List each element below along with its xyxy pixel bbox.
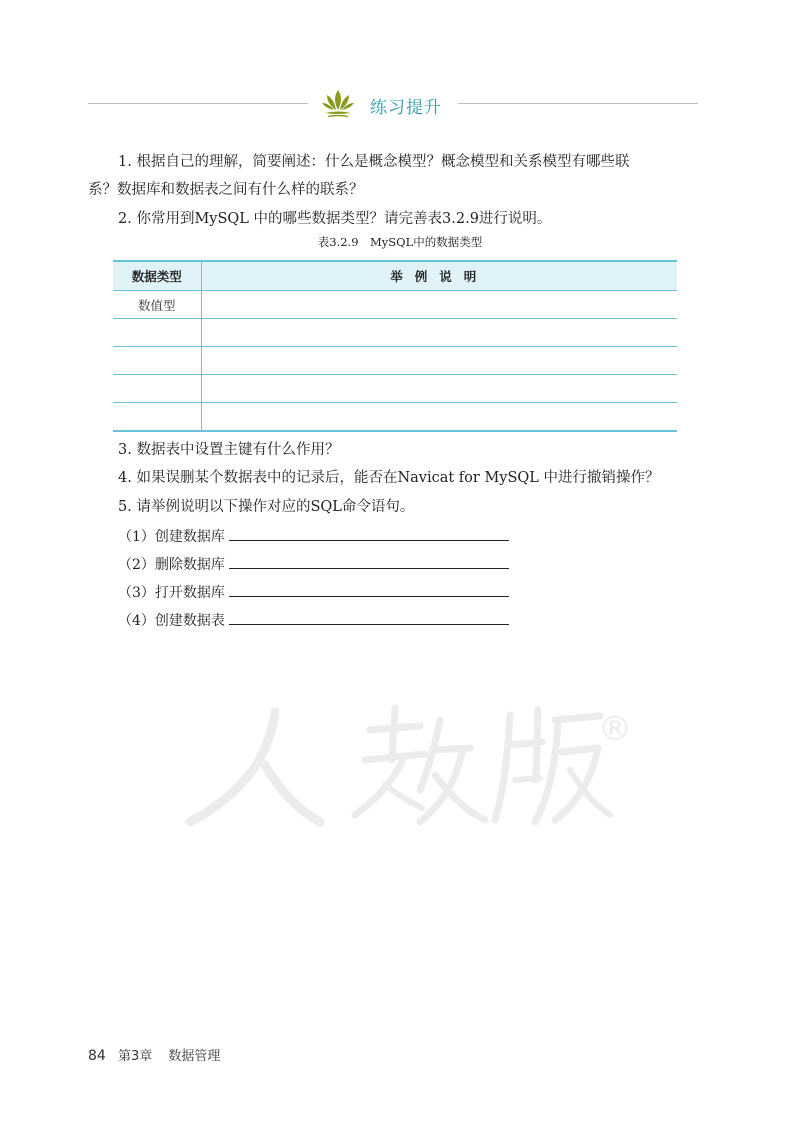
page-number: 84 xyxy=(88,1048,106,1064)
table-cell xyxy=(113,347,201,375)
sub-item-label: （3）打开数据库 xyxy=(118,585,225,601)
table-header-row xyxy=(113,261,677,291)
table-cell xyxy=(201,319,677,347)
table-row xyxy=(113,375,677,403)
question-5: 5. 请举例说明以下操作对应的SQL命令语句。 xyxy=(118,499,415,515)
question-1-line-2: 系？数据库和数据表之间有什么样的联系？ xyxy=(88,182,364,198)
question-2: 2. 你常用到MySQL 中的哪些数据类型？请完善表3.2.9进行说明。 xyxy=(118,211,552,227)
table-row xyxy=(113,291,677,319)
leaf-sun-icon xyxy=(320,88,356,118)
answer-blank xyxy=(229,525,509,541)
data-type-table xyxy=(113,260,677,432)
sub-item-label: （4）创建数据表 xyxy=(118,613,225,629)
header-example: 举例说明 xyxy=(201,261,677,291)
page-footer xyxy=(88,1045,220,1064)
answer-blank xyxy=(229,609,509,625)
header-data-type: 数据类型 xyxy=(113,261,201,291)
table-row xyxy=(113,403,677,432)
table-cell xyxy=(113,375,201,403)
table-cell xyxy=(201,375,677,403)
header-rule-left xyxy=(88,103,308,104)
table-row xyxy=(113,319,677,347)
table-caption: 表3.2.9 MySQL中的数据类型 xyxy=(317,235,483,249)
publisher-watermark xyxy=(170,690,640,840)
question-4: 4. 如果误删某个数据表中的记录后，能否在Navicat for MySQL 中进行撤销操作？ xyxy=(118,470,660,486)
table-cell xyxy=(201,291,677,319)
question-3: 3. 数据表中设置主键有什么作用？ xyxy=(118,442,340,458)
sub-item-1 xyxy=(118,525,509,547)
header-rule-right xyxy=(458,103,698,104)
table-cell: 数值型 xyxy=(113,291,201,319)
table-cell xyxy=(113,319,201,347)
section-title: 练习提升 xyxy=(370,98,442,118)
chapter-label: 第3章 xyxy=(117,1049,153,1064)
question-1-line-1: 1. 根据自己的理解，简要阐述：什么是概念模型？概念模型和关系模型有哪些联 xyxy=(118,154,630,170)
answer-blank xyxy=(229,581,509,597)
sub-item-label: （2）删除数据库 xyxy=(118,557,225,573)
table-cell xyxy=(201,403,677,432)
table-cell xyxy=(201,347,677,375)
sub-item-4 xyxy=(118,609,509,631)
answer-blank xyxy=(229,553,509,569)
table-row xyxy=(113,347,677,375)
chapter-title: 数据管理 xyxy=(168,1049,221,1064)
sub-item-3 xyxy=(118,581,509,603)
sub-item-2 xyxy=(118,553,509,575)
table-cell xyxy=(113,403,201,432)
registered-mark: ® xyxy=(598,709,632,749)
sub-item-label: （1）创建数据库 xyxy=(118,529,225,545)
